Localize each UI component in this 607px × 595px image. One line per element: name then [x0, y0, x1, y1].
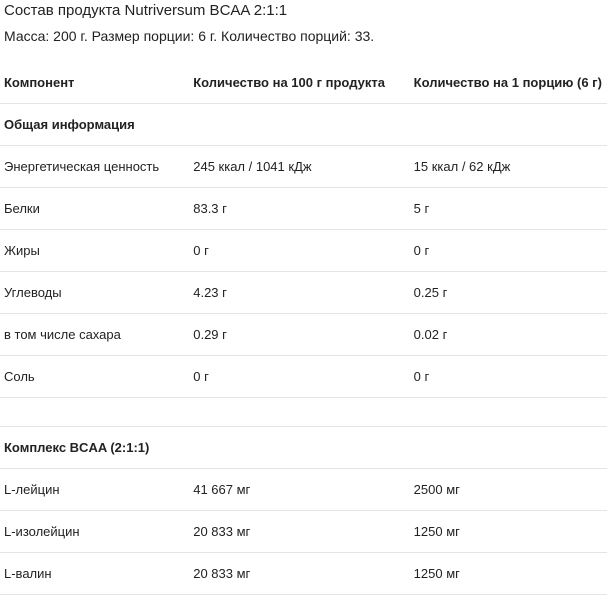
section-header-bcaa: [0, 427, 607, 469]
page-title: [4, 2, 287, 20]
table-row: [0, 314, 607, 356]
amount-per-100g: 4.23 г: [189, 272, 409, 314]
amount-per-serving: 15 ккал / 62 кДж: [410, 146, 607, 188]
spacer-cell: [0, 398, 607, 427]
component-name: Энергетическая ценность: [0, 146, 189, 188]
table-row: [0, 553, 607, 595]
table-row: [0, 188, 607, 230]
amount-per-100g: 0 г: [189, 356, 409, 398]
section-header-general: [0, 104, 607, 146]
table-row: [0, 230, 607, 272]
amount-per-100g: 245 ккал / 1041 кДж: [189, 146, 409, 188]
component-name: Соль: [0, 356, 189, 398]
component-name: Белки: [0, 188, 189, 230]
column-header-per-serving: Количество на 1 порцию (6 г): [410, 62, 607, 104]
section-title: Общая информация: [0, 104, 607, 146]
component-name: L-лейцин: [0, 469, 189, 511]
component-name: Жиры: [0, 230, 189, 272]
amount-per-serving: 0.02 г: [410, 314, 607, 356]
amount-per-serving: 0.25 г: [410, 272, 607, 314]
amount-per-serving: 0 г: [410, 356, 607, 398]
amount-per-serving: 1250 мг: [410, 511, 607, 553]
section-spacer: [0, 398, 607, 427]
amount-per-serving: 2500 мг: [410, 469, 607, 511]
amount-per-serving: 1250 мг: [410, 553, 607, 595]
title-prefix: Состав продукта: [4, 2, 121, 19]
amount-per-serving: 0 г: [410, 230, 607, 272]
amount-per-100g: 83.3 г: [189, 188, 409, 230]
amount-per-100g: 0 г: [189, 230, 409, 272]
amount-per-100g: 20 833 мг: [189, 553, 409, 595]
composition-table: [0, 62, 607, 595]
amount-per-serving: 5 г: [410, 188, 607, 230]
component-name: L-валин: [0, 553, 189, 595]
amount-per-100g: 41 667 мг: [189, 469, 409, 511]
product-name: Nutriversum BCAA 2:1:1: [124, 2, 288, 19]
table-row: [0, 146, 607, 188]
component-name: L-изолейцин: [0, 511, 189, 553]
table-row: [0, 511, 607, 553]
table-row: [0, 469, 607, 511]
table-row: [0, 356, 607, 398]
component-name: Углеводы: [0, 272, 189, 314]
amount-per-100g: 20 833 мг: [189, 511, 409, 553]
product-meta: Масса: 200 г. Размер порции: 6 г. Количество порций: 33.: [4, 28, 375, 44]
table-header-row: [0, 62, 607, 104]
column-header-per-100g: Количество на 100 г продукта: [189, 62, 409, 104]
column-header-component: Компонент: [0, 62, 189, 104]
table-row: [0, 272, 607, 314]
amount-per-100g: 0.29 г: [189, 314, 409, 356]
section-title: Комплекс BCAA (2:1:1): [0, 427, 607, 469]
component-name: в том числе сахара: [0, 314, 189, 356]
